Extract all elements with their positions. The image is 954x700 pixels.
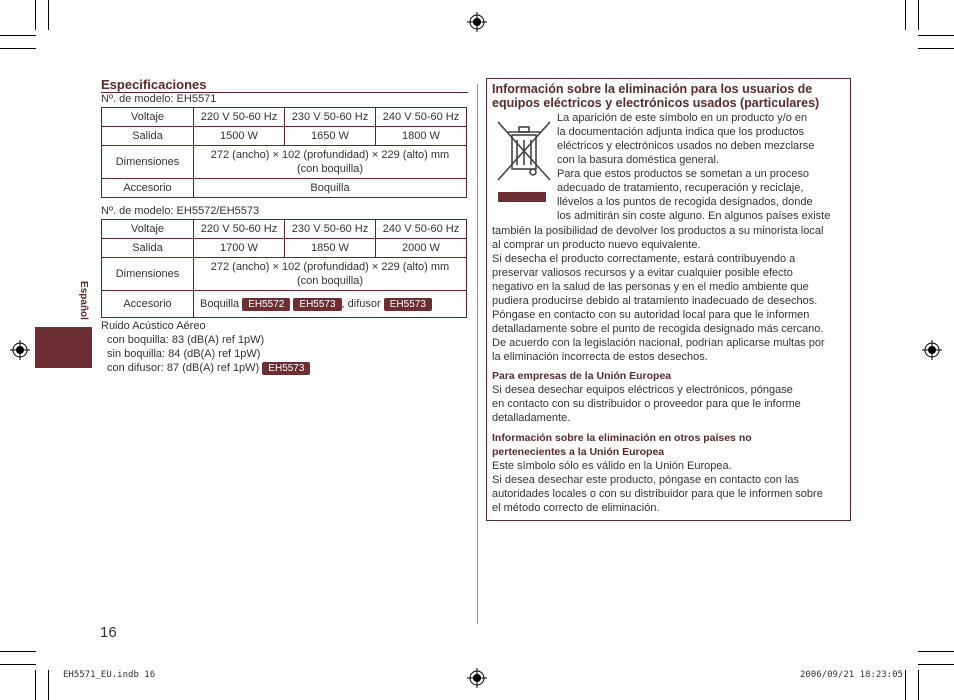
page-number: 16 xyxy=(100,624,117,641)
text-line: Póngase en contacto con su autoridad local para que le informen xyxy=(492,309,810,321)
crop-mark xyxy=(48,0,49,30)
row-label: Voltaje xyxy=(102,220,194,239)
section-heading: Especificaciones xyxy=(101,77,207,92)
crop-mark xyxy=(918,664,954,665)
crop-mark xyxy=(905,670,906,700)
row-label: Accesorio xyxy=(102,291,194,318)
spec-table-eh5572 xyxy=(101,219,467,318)
crop-mark xyxy=(0,664,36,665)
crop-mark xyxy=(0,35,36,36)
model-label-eh5572: Nº. de modelo: EH5572/EH5573 xyxy=(101,205,260,217)
table-cell: 230 V 50-60 Hz xyxy=(285,220,376,239)
other-countries-section xyxy=(492,431,850,515)
model-tag: EH5572 xyxy=(242,298,290,311)
noise-line: sin boquilla: 84 (dB(A) ref 1pW) xyxy=(107,348,261,360)
table-cell: 1850 W xyxy=(285,239,376,258)
table-row xyxy=(102,239,467,258)
text-line: eléctricos y electrónicos usados no deben mezclarse xyxy=(557,140,815,152)
table-row xyxy=(102,108,467,127)
spec-table-eh5571 xyxy=(101,107,467,198)
crop-mark xyxy=(918,670,919,700)
footer-timestamp: 2006/09/21 18:23:05 xyxy=(800,670,903,680)
subsection-title: pertenecientes a la Unión Europea xyxy=(492,446,665,458)
crop-mark xyxy=(918,48,954,49)
disposal-para-1 xyxy=(557,111,849,223)
language-label xyxy=(77,277,92,327)
row-label: Salida xyxy=(102,127,194,146)
row-label: Salida xyxy=(102,239,194,258)
registration-mark-icon xyxy=(922,340,942,360)
text-line: detalladamente. xyxy=(492,412,571,424)
text-line: autoridades locales o con su distribuidor para que le informen sobre xyxy=(492,488,823,500)
table-row xyxy=(102,146,467,179)
text-line: La aparición de este símbolo en un producto y/o en xyxy=(557,112,808,124)
noise-line xyxy=(101,361,310,375)
language-tab xyxy=(35,327,92,368)
dimensions-value: 272 (ancho) × 102 (profundidad) × 229 (alto) mm xyxy=(210,149,450,161)
text-line: adecuado de tratamiento, recuperación y reciclaje, xyxy=(557,182,804,194)
text-line: Si desecha el producto correctamente, estará contribuyendo a xyxy=(492,253,796,265)
table-cell xyxy=(194,146,467,179)
business-section xyxy=(492,369,850,425)
crop-mark xyxy=(0,651,36,652)
row-label: Dimensiones xyxy=(102,146,194,179)
crop-mark xyxy=(918,651,954,652)
dimensions-note: (con boquilla) xyxy=(296,275,364,287)
disposal-title: Información sobre la eliminación para los usuarios de equipos eléctricos y electrónicos usados (particulares) xyxy=(492,82,820,110)
text-line: los admitirán sin coste alguno. En algunos países existe xyxy=(557,210,831,222)
table-cell: 1500 W xyxy=(194,127,285,146)
table-row xyxy=(102,291,467,318)
model-tag: EH5573 xyxy=(293,298,341,311)
subsection-title: Para empresas de la Unión Europea xyxy=(492,370,672,382)
footer-filename: EH5571_EU.indb 16 xyxy=(63,670,156,680)
text-line: con la basura doméstica general. xyxy=(557,154,720,166)
table-cell: 220 V 50-60 Hz xyxy=(194,220,285,239)
crop-mark xyxy=(905,0,906,30)
text-line: en contacto con su distribuidor o proveedor para que le informe xyxy=(492,398,801,410)
crop-mark xyxy=(35,670,36,700)
model-label-eh5571: Nº. de modelo: EH5571 xyxy=(101,93,217,105)
crop-mark xyxy=(0,48,36,49)
row-label: Accesorio xyxy=(102,179,194,198)
model-tag: EH5573 xyxy=(384,298,432,311)
column-divider xyxy=(477,84,478,624)
crop-mark xyxy=(35,0,36,30)
text-line: De acuerdo con la legislación nacional, podrían aplicarse multas por xyxy=(492,337,825,349)
text-line: Para que estos productos se sometan a un proceso xyxy=(557,168,809,180)
table-cell: 2000 W xyxy=(376,239,467,258)
weee-crossed-bin-icon xyxy=(495,118,553,206)
noise-section xyxy=(101,319,310,375)
accessory-boquilla: Boquilla xyxy=(200,298,240,310)
table-row xyxy=(102,127,467,146)
text-line: Si desea desechar este producto, póngase en contacto con las xyxy=(492,474,799,486)
table-cell xyxy=(194,258,467,291)
text-line: la documentación adjunta indica que los productos xyxy=(557,126,805,138)
accessory-difusor: , difusor xyxy=(341,298,381,310)
model-tag: EH5573 xyxy=(262,362,310,375)
text-line: detalladamente sobre el punto de recogida designado más cercano. xyxy=(492,323,824,335)
text-line: la eliminación incorrecta de estos desechos. xyxy=(492,351,708,363)
table-cell: 1800 W xyxy=(376,127,467,146)
noise-line-text: con difusor: 87 (dB(A) ref 1pW) xyxy=(107,362,260,374)
table-row xyxy=(102,220,467,239)
crop-mark xyxy=(918,0,919,30)
text-line: Este símbolo sólo es válido en la Unión Europea. xyxy=(492,460,732,472)
table-cell: 240 V 50-60 Hz xyxy=(376,108,467,127)
noise-line: con boquilla: 83 (dB(A) ref 1pW) xyxy=(107,334,265,346)
text-line: también la posibilidad de devolver los productos a su minorista local xyxy=(492,225,824,237)
text-line: el método correcto de eliminación. xyxy=(492,502,660,514)
row-label: Dimensiones xyxy=(102,258,194,291)
language-label-text: Español xyxy=(77,281,89,320)
text-line: Si desea desechar equipos eléctricos y electrónicos, póngase xyxy=(492,384,793,396)
text-line: pudiera producirse debido al tratamiento inadecuado de desechos. xyxy=(492,295,818,307)
table-cell xyxy=(194,291,467,318)
dimensions-value: 272 (ancho) × 102 (profundidad) × 229 (alto) mm xyxy=(210,261,450,273)
registration-mark-icon xyxy=(467,12,487,32)
dimensions-note: (con boquilla) xyxy=(296,163,364,175)
table-cell: 240 V 50-60 Hz xyxy=(376,220,467,239)
text-line: al comprar un producto nuevo equivalente. xyxy=(492,239,701,251)
table-row xyxy=(102,179,467,198)
disposal-para-2 xyxy=(492,224,850,364)
text-line: llévelos a los puntos de recogida designados, donde xyxy=(557,196,813,208)
noise-title: Ruido Acústico Aéreo xyxy=(101,320,206,332)
text-line: preservar valiosos recursos y a evitar cualquier posible efecto xyxy=(492,267,793,279)
table-cell: 230 V 50-60 Hz xyxy=(285,108,376,127)
registration-mark-icon xyxy=(467,668,487,688)
registration-mark-icon xyxy=(10,340,30,360)
row-label: Voltaje xyxy=(102,108,194,127)
table-cell: Boquilla xyxy=(194,179,467,198)
subsection-title: Información sobre la eliminación en otros países no xyxy=(492,432,752,444)
crop-mark xyxy=(48,670,49,700)
table-cell: 1700 W xyxy=(194,239,285,258)
text-line: negativo en la salud de las personas y en el medio ambiente que xyxy=(492,281,809,293)
table-cell: 220 V 50-60 Hz xyxy=(194,108,285,127)
crop-mark xyxy=(918,35,954,36)
table-row xyxy=(102,258,467,291)
table-cell: 1650 W xyxy=(285,127,376,146)
